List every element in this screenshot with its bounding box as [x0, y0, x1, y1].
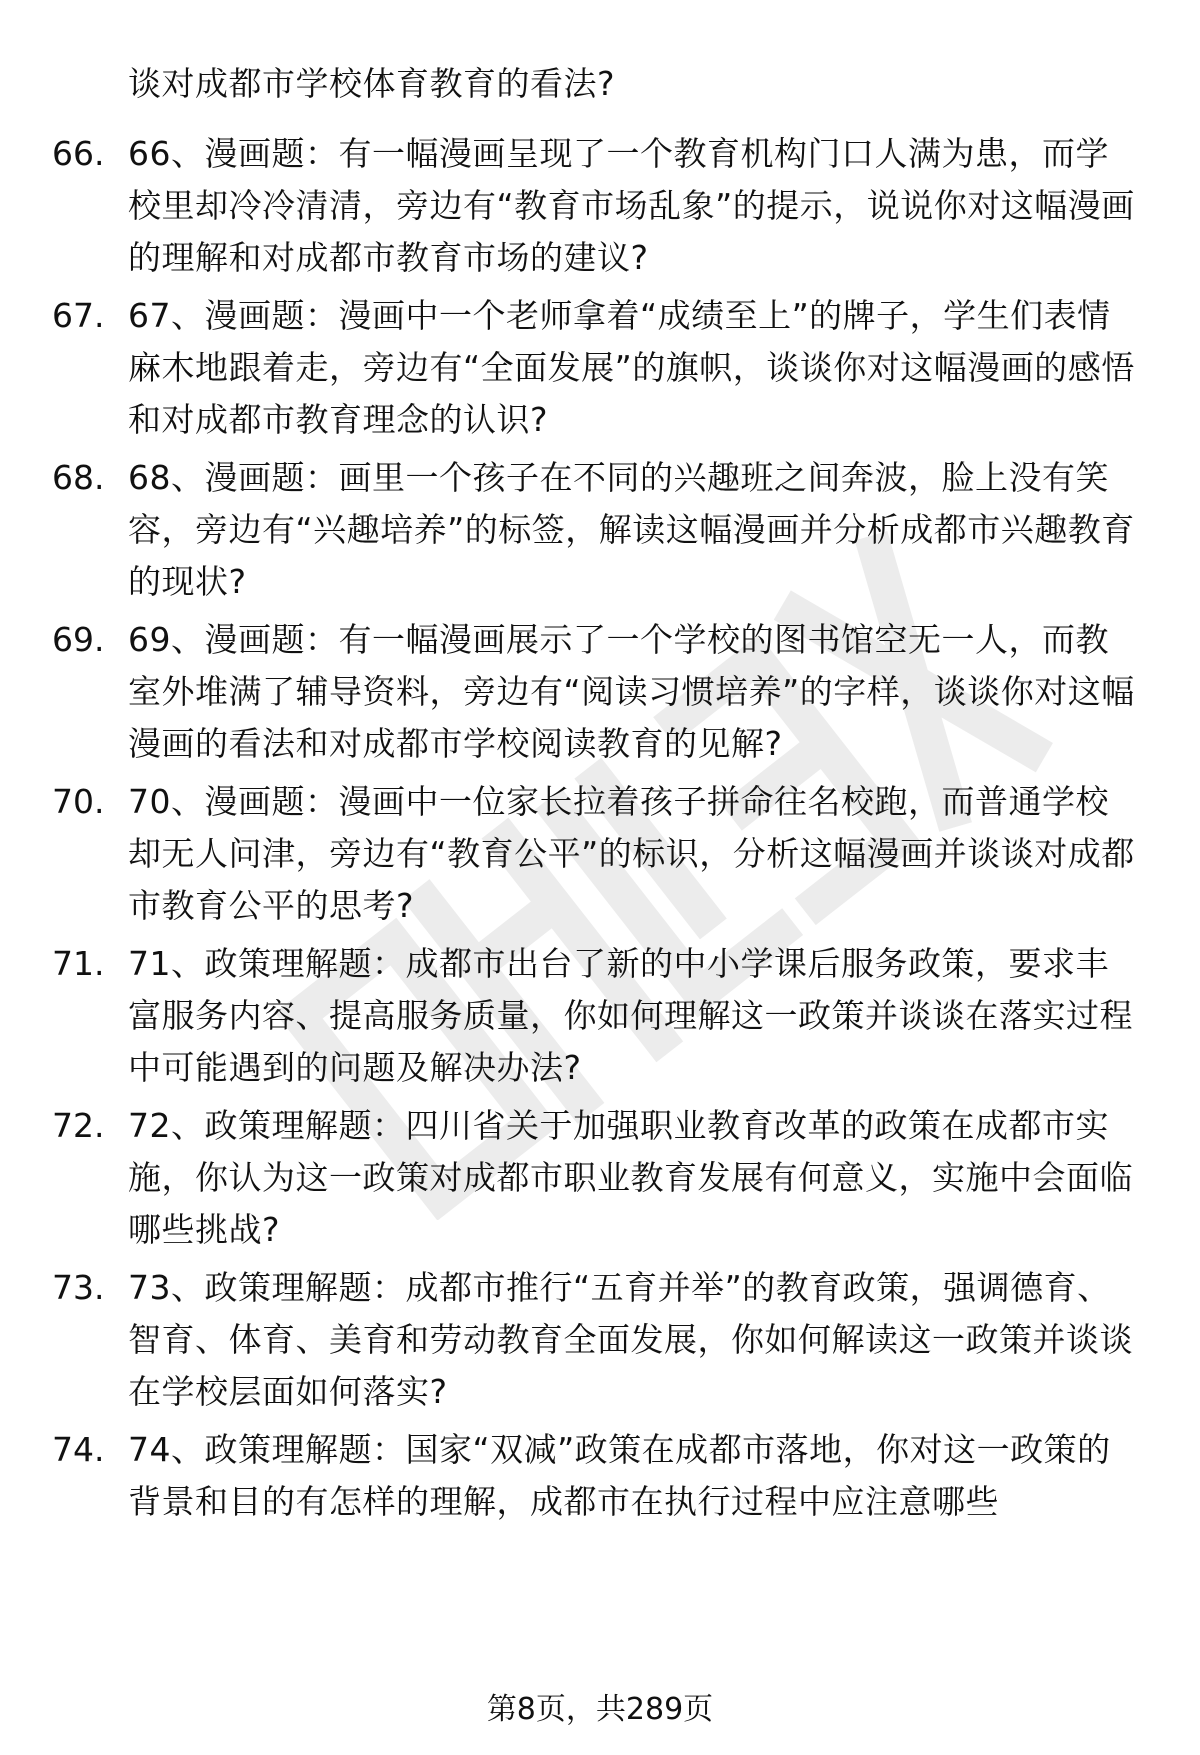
question-text: 73、政策理解题：成都市推行“五育并举”的教育政策，强调德育、智育、体育、美育和劳动教育全面发展，你如何解读这一政策并谈谈在学校层面如何落实? — [128, 1268, 1133, 1411]
question-text: 66、漫画题：有一幅漫画呈现了一个教育机构门口人满为患，而学校里却冷冷清清，旁边有“教育市场乱象”的提示，说说你对这幅漫画的理解和对成都市教育市场的建议? — [128, 134, 1135, 277]
question-number: 72. — [52, 1106, 105, 1145]
question-text: 67、漫画题：漫画中一个老师拿着“成绩至上”的牌子，学生们表情麻木地跟着走，旁边有“全面发展”的旗帜，谈谈你对这幅漫画的感悟和对成都市教育理念的认识? — [128, 296, 1135, 439]
question-number: 68. — [52, 458, 105, 497]
question-number: 66. — [52, 134, 105, 173]
question-text: 74、政策理解题：国家“双减”政策在成都市落地，你对这一政策的背景和目的有怎样的理解，成都市在执行过程中应注意哪些 — [128, 1430, 1111, 1521]
question-text: 68、漫画题：画里一个孩子在不同的兴趣班之间奔波，脸上没有笑容，旁边有“兴趣培养”的标签，解读这幅漫画并分析成都市兴趣教育的现状? — [128, 458, 1135, 601]
page-footer: 第8页，共289页 — [486, 1692, 714, 1727]
question-number: 74. — [52, 1430, 105, 1469]
continuation-text: 谈对成都市学校体育教育的看法? — [128, 64, 616, 103]
question-number: 73. — [52, 1268, 105, 1307]
question-text: 69、漫画题：有一幅漫画展示了一个学校的图书馆空无一人，而教室外堆满了辅导资料，旁边有“阅读习惯培养”的字样，谈谈你对这幅漫画的看法和对成都市学校阅读教育的见解? — [128, 620, 1135, 763]
question-number: 69. — [52, 620, 105, 659]
question-text: 71、政策理解题：成都市出台了新的中小学课后服务政策，要求丰富服务内容、提高服务质量，你如何理解这一政策并谈谈在落实过程中可能遇到的问题及解决办法? — [128, 944, 1133, 1087]
question-number: 71. — [52, 944, 105, 983]
question-text: 70、漫画题：漫画中一位家长拉着孩子拼命往名校跑，而普通学校却无人问津，旁边有“教育公平”的标识，分析这幅漫画并谈谈对成都市教育公平的思考? — [128, 782, 1135, 925]
question-text: 72、政策理解题：四川省关于加强职业教育改革的政策在成都市实施，你认为这一政策对成都市职业教育发展有何意义，实施中会面临哪些挑战? — [128, 1106, 1133, 1249]
question-number: 67. — [52, 296, 105, 335]
question-number: 70. — [52, 782, 105, 821]
